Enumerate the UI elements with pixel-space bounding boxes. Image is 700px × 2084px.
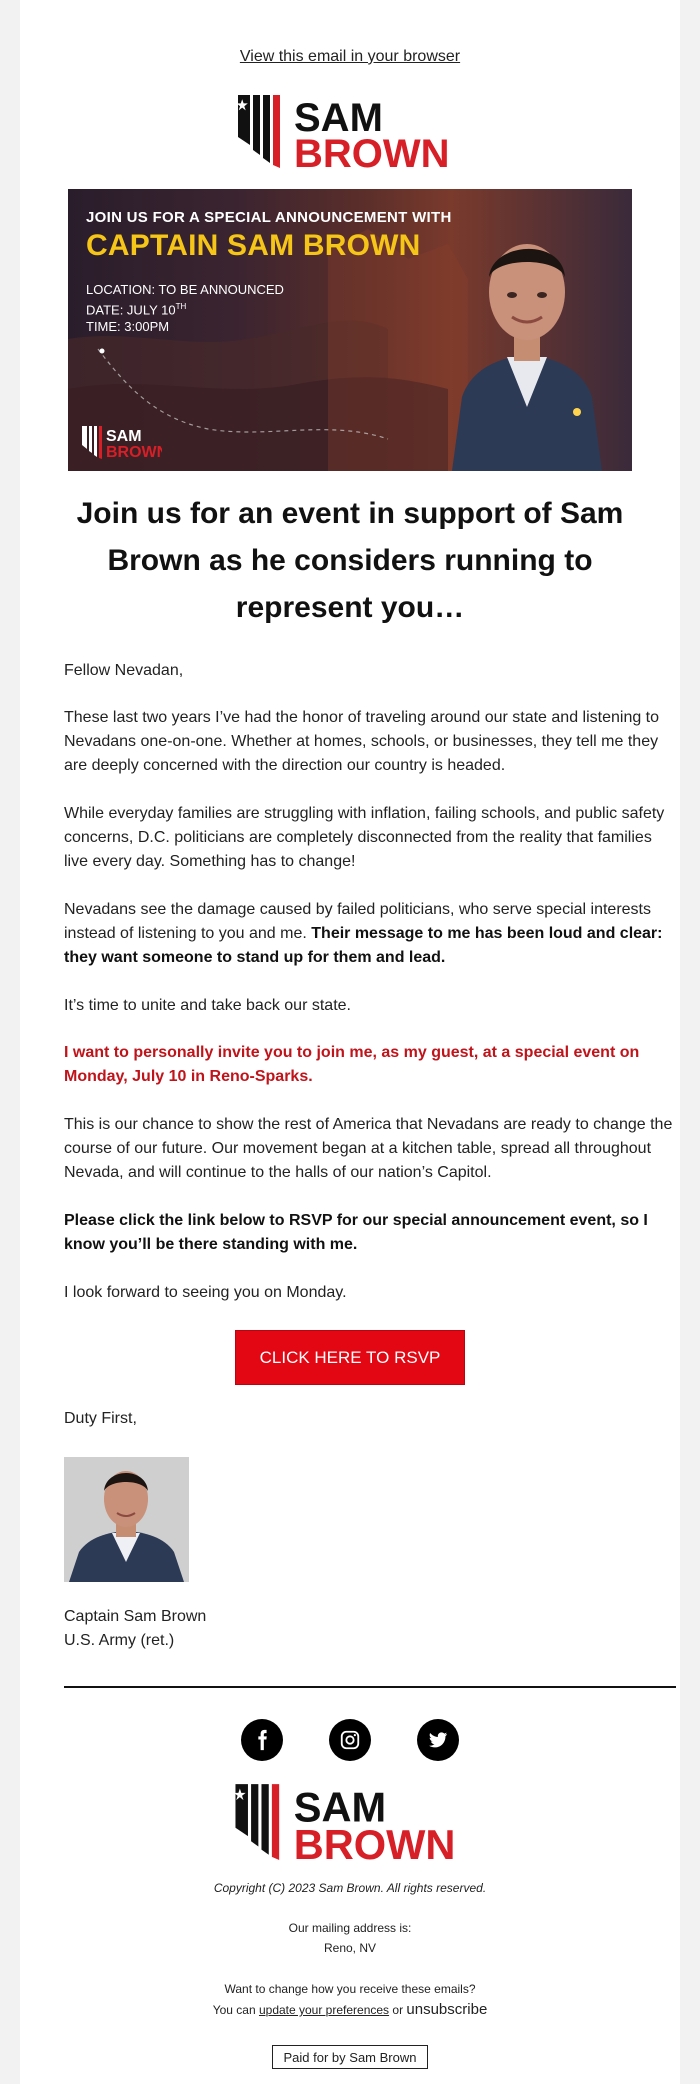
signature-title: U.S. Army (ret.) [64,1632,175,1649]
sam-brown-logo[interactable] [238,93,464,168]
greeting: Fellow Nevadan, [64,662,184,679]
email-body [20,0,680,2084]
signoff: Duty First, [64,1410,137,1427]
logo-brown: BROWN [294,132,450,168]
view-in-browser-link[interactable]: View this email in your browser [239,48,461,65]
mini-logo-graphic [82,425,162,459]
paragraph-4: It’s time to unite and take back our state. [64,997,351,1014]
preferences-line: You can update your preferences or unsubscribe [212,2001,488,2018]
banner-time: TIME: 3:00PM [86,319,170,335]
banner-line1: JOIN US FOR A SPECIAL ANNOUNCEMENT WITH [86,209,452,226]
invitation-text: I want to personally invite you to join me, as my guest, at a special event on Monday, July 10 in Reno-Sparks. [64,1044,640,1085]
paid-for-disclaimer: Paid for by Sam Brown [272,2045,428,2069]
banner-mini-logo [82,425,162,464]
paragraph-8: I look forward to seeing you on Monday. [64,1284,347,1301]
paragraph-1: These last two years I’ve had the honor of traveling around our state and listening to Nevadans one-on-one. Whether at homes, schools, or businesses, they tell me they are deeply concerned with the direction our country is headed. [64,709,660,774]
change-prompt: Want to change how you receive these emails? [224,1982,476,1996]
paragraph-6: This is our chance to show the rest of America that Nevadans are ready to change the course of our future. Our movement began at a kitchen table, spread all throughout Nevada, and will continue to the halls of our nation’s Capitol. [64,1116,673,1181]
banner-date: DATE: JULY 10TH [86,302,187,318]
update-preferences-link[interactable]: update your preferences [258,2003,390,2017]
event-banner[interactable] [68,189,632,471]
footer-logo[interactable] [235,1782,471,1860]
banner-line2: CAPTAIN SAM BROWN [86,229,421,262]
signature-name: Captain Sam Brown [64,1608,207,1625]
mailing-address: Reno, NV [323,1941,377,1955]
instagram-icon[interactable] [329,1719,371,1761]
headline: Join us for an event in support of Sam Brown as he considers running to represent you… [76,497,624,624]
logo-sam: SAM [294,96,383,140]
footer-divider [64,1686,676,1688]
facebook-icon[interactable] [241,1719,283,1761]
twitter-icon[interactable] [417,1719,459,1761]
rsvp-button[interactable]: CLICK HERE TO RSVP [235,1330,465,1385]
banner-info [86,281,284,335]
svg-text:SAM: SAM [293,1783,387,1831]
svg-text:BROWN: BROWN [293,1820,456,1860]
footer-logo-graphic [235,1782,471,1860]
mailing-label: Our mailing address is: [288,1921,412,1935]
rsvp-instruction: Please click the link below to RSVP for our special announcement event, so I know you’ll be there standing with me. [64,1212,648,1253]
candidate-photo [452,217,602,471]
paragraph-3: Nevadans see the damage caused by failed politicians, who serve special interests instead of listening to you and me. Their message to me has been loud and clear: they want someone to stand up for them and lead. [64,901,663,966]
svg-text:BROWN: BROWN [106,444,162,459]
headshot-graphic [64,1457,189,1582]
view-in-browser [20,48,680,66]
copyright: Copyright (C) 2023 Sam Brown. All rights reserved. [213,1881,487,1895]
paragraph-2: While everyday families are struggling with inflation, failing schools, and public safety concerns, D.C. politicians are completely disconnected from the reality that families live every day. Something has to change! [64,805,665,870]
unsubscribe-link[interactable]: unsubscribe [406,2001,488,2018]
banner-location: LOCATION: TO BE ANNOUNCED [86,282,284,297]
logo-graphic [238,93,464,168]
headshot-photo [64,1457,189,1582]
svg-text:SAM: SAM [106,428,142,445]
